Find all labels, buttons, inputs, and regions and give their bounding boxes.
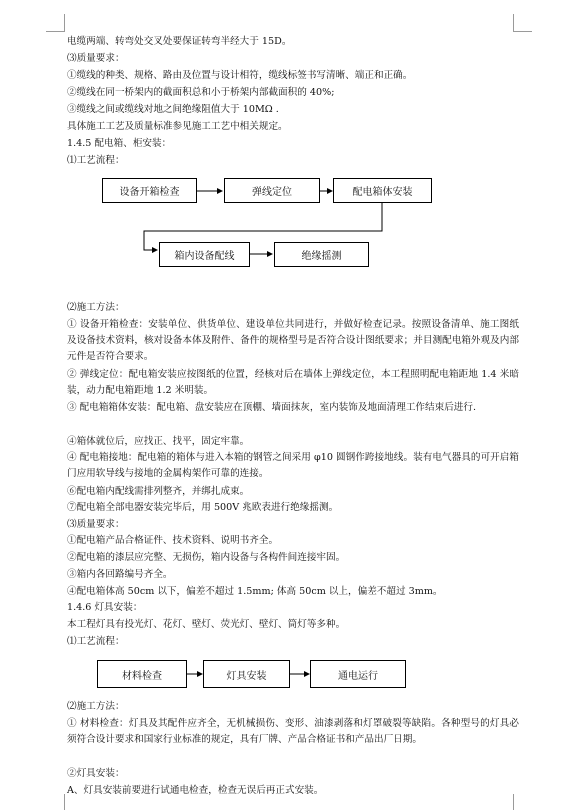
crop-mark-top-left-h — [46, 31, 65, 32]
text-paragraph: ① 材料检查：灯具及其配件应齐全，无机械损伤、变形、油漆剥落和灯罩破裂等缺陷。各种型号的灯具必须符合设计要求和国家行业标准的规定，具有厂牌、产品合格证书和产品出厂日期。 — [67, 718, 519, 745]
text-line: ⑶质量要求： — [67, 519, 125, 530]
text-paragraph: ③ 配电箱箱体安装：配电箱、盘安装应在顶棚、墙面抹灰，室内装饰及地面清理工作结束后进行. — [67, 402, 477, 413]
text-line: ①配电箱产品合格证件、技术资料、说明书齐全。 — [67, 535, 279, 546]
text-line: ③缆线之间或缆线对地之间绝缘阻值大于 10MΩ . — [67, 104, 279, 115]
text-line: 具体施工工艺及质量标准参见施工工艺中相关规定。 — [67, 121, 288, 132]
text-line: ④箱体就位后，应找正、找平，固定牢靠。 — [67, 436, 250, 447]
flow-step-internal-wiring: 箱内设备配线 — [159, 242, 250, 267]
flow-step-lamp-install: 灯具安装 — [203, 660, 290, 688]
text-line: ②配电箱的漆层应完整、无损伤，箱内设备与各构件间连接牢固。 — [67, 552, 346, 563]
crop-mark-top-left-v — [64, 14, 65, 32]
text-line: ②缆线在同一桥架内的截面积总和小于桥架内部截面积的 40%; — [67, 87, 335, 98]
text-line: ⑵施工方法： — [67, 701, 125, 712]
section-heading: 1.4.5 配电箱、柜安装： — [67, 138, 172, 149]
section-heading: 1.4.6 灯具安装： — [67, 602, 143, 613]
text-line: ⑦配电箱全部电器安装完毕后，用 500V 兆欧表进行绝缘摇测。 — [67, 502, 339, 513]
text-paragraph: ② 弹线定位：配电箱安装应按图纸的位置，经核对后在墙体上弹线定位，本工程照明配电箱距地 1.4 米暗装，动力配电箱距地 1.2 米明装。 — [67, 369, 519, 396]
flow-step-line-positioning: 弹线定位 — [224, 178, 320, 203]
text-line: 电缆两端、转弯处交叉处要保证转弯半经大于 15D。 — [67, 36, 292, 47]
crop-mark-top-right-h — [513, 31, 532, 32]
flow-step-power-on: 通电运行 — [310, 660, 406, 688]
crop-mark-top-right-v — [513, 14, 514, 32]
text-paragraph: ④ 配电箱接地：配电箱的箱体与进入本箱的钢管之间采用 φ10 圆钢作跨接地线。装有电气器具的可开启箱门应用软导线与接地的金属构架作可靠的连接。 — [67, 452, 519, 479]
text-line: A、灯具安装前要进行试通电检查，检查无误后再正式安装。 — [67, 785, 324, 796]
crop-mark-bottom-left-v — [64, 794, 65, 810]
text-line: ⑴工艺流程： — [67, 636, 125, 647]
text-line: ⑵施工方法： — [67, 302, 125, 313]
text-line: ①缆线的种类、规格、路由及位置与设计相符，缆线标签书写清晰、端正和正确。 — [67, 70, 413, 81]
text-line: 本工程灯具有投光灯、花灯、壁灯、荧光灯、壁灯、筒灯等多种。 — [67, 619, 346, 630]
flow-step-insulation-test: 绝缘摇测 — [274, 242, 369, 267]
text-line: ⑶质量要求： — [67, 53, 125, 64]
flow-step-box-install: 配电箱体安装 — [333, 178, 432, 203]
text-line: ④配电箱体高 50cm 以下，偏差不超过 1.5mm; 体高 50cm 以上，偏差不超过 3mm。 — [67, 586, 443, 597]
text-line: ③箱内各回路编号齐全。 — [67, 569, 173, 580]
text-line: ②灯具安装： — [67, 768, 125, 779]
flow-step-unpack-inspect: 设备开箱检查 — [102, 178, 197, 203]
text-paragraph: ① 设备开箱检查：安装单位、供货单位、建设单位共同进行，并做好检查记录。按照设备清单、施工图纸及设备技术资料，核对设备本体及附件、备件的规格型号是否符合设计图纸要求；并目测配电箱外观及内部元件是否符合要求。 — [67, 319, 519, 362]
flow-step-material-check: 材料检查 — [97, 660, 187, 688]
text-line: ⑥配电箱内配线需排列整齐，并绑扎成束。 — [67, 486, 250, 497]
text-line: ⑴工艺流程： — [67, 155, 125, 166]
